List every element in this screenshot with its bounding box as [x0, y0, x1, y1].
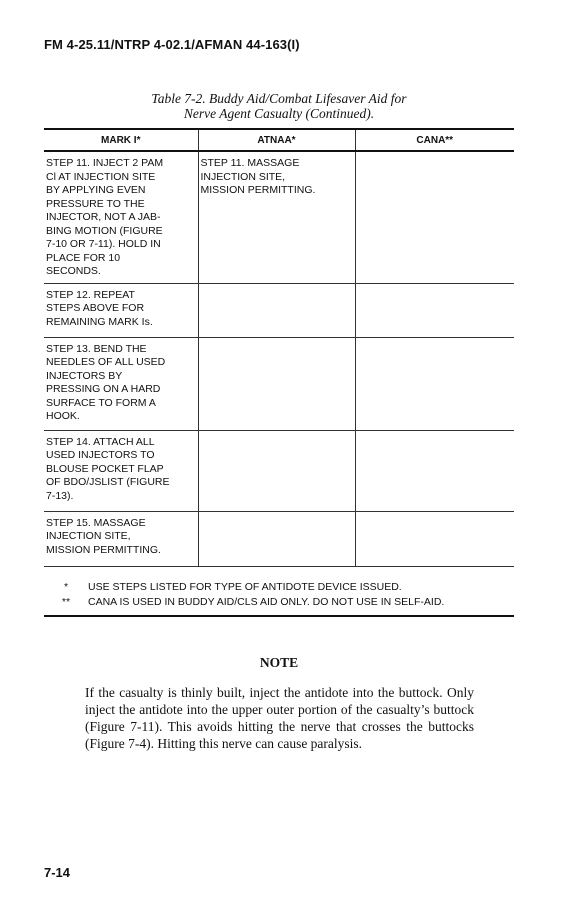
- document-header: FM 4-25.11/NTRP 4-02.1/AFMAN 44-163(I): [44, 37, 300, 52]
- note-body: If the casualty is thinly built, inject the antidote into the buttock. Only inject the antidote into the upper outer portion of the casualty’s buttock (Figure 7-11). This avoids hitting the nerve that crosses the buttocks (Figure 7-4). Hitting this nerve can cause paralysis.: [85, 685, 474, 751]
- antidote-table: [44, 128, 514, 567]
- footnote-marker: **: [61, 596, 71, 608]
- page-number: 7-14: [44, 865, 71, 880]
- cell-mark1: STEP 14. ATTACH ALL USED INJECTORS TO BLOUSE POCKET FLAP OF BDO/JSLIST (FIGURE 7-13).: [44, 430, 198, 511]
- cell-mark1: STEP 11. INJECT 2 PAM Cl AT INJECTION SITE BY APPLYING EVEN PRESSURE TO THE INJECTOR, NOT A JAB- BING MOTION (FIGURE 7-10 OR 7-11). HOLD IN PLACE FOR 10 SECONDS.: [44, 151, 198, 283]
- table-row: [44, 151, 514, 283]
- table-row: [44, 283, 514, 337]
- cell-atnaa: [198, 283, 355, 337]
- cell-atnaa: STEP 11. MASSAGE INJECTION SITE, MISSION PERMITTING.: [198, 151, 355, 283]
- caption-line-1: Table 7-2. Buddy Aid/Combat Lifesaver Aid for: [151, 91, 407, 106]
- column-header-cana: CANA**: [355, 129, 514, 151]
- footnote-marker: *: [63, 581, 69, 593]
- note-heading: NOTE: [259, 655, 299, 670]
- cell-cana: [355, 283, 514, 337]
- column-header-mark1: MARK I*: [44, 129, 198, 151]
- table-caption: [44, 91, 514, 121]
- table-header-row: [44, 129, 514, 151]
- cell-mark1: STEP 15. MASSAGE INJECTION SITE, MISSION PERMITTING.: [44, 511, 198, 566]
- footnote: [44, 580, 514, 595]
- cell-cana: [355, 430, 514, 511]
- cell-cana: [355, 151, 514, 283]
- cell-cana: [355, 337, 514, 430]
- table-row: [44, 430, 514, 511]
- table-row: [44, 337, 514, 430]
- table-footnotes: [44, 580, 514, 610]
- footnote: [44, 595, 514, 610]
- caption-line-2: Nerve Agent Casualty (Continued).: [183, 106, 375, 121]
- footnote-text: CANA IS USED IN BUDDY AID/CLS AID ONLY. DO NOT USE IN SELF-AID.: [88, 596, 445, 608]
- cell-atnaa: [198, 337, 355, 430]
- cell-mark1: STEP 13. BEND THE NEEDLES OF ALL USED INJECTORS BY PRESSING ON A HARD SURFACE TO FORM A HOOK.: [44, 337, 198, 430]
- cell-atnaa: [198, 511, 355, 566]
- table-row: [44, 511, 514, 566]
- cell-mark1: STEP 12. REPEAT STEPS ABOVE FOR REMAINING MARK Is.: [44, 283, 198, 337]
- footnote-text: USE STEPS LISTED FOR TYPE OF ANTIDOTE DEVICE ISSUED.: [88, 581, 402, 593]
- cell-cana: [355, 511, 514, 566]
- cell-atnaa: [198, 430, 355, 511]
- column-header-atnaa: ATNAA*: [198, 129, 355, 151]
- table-bottom-rule: [44, 615, 514, 617]
